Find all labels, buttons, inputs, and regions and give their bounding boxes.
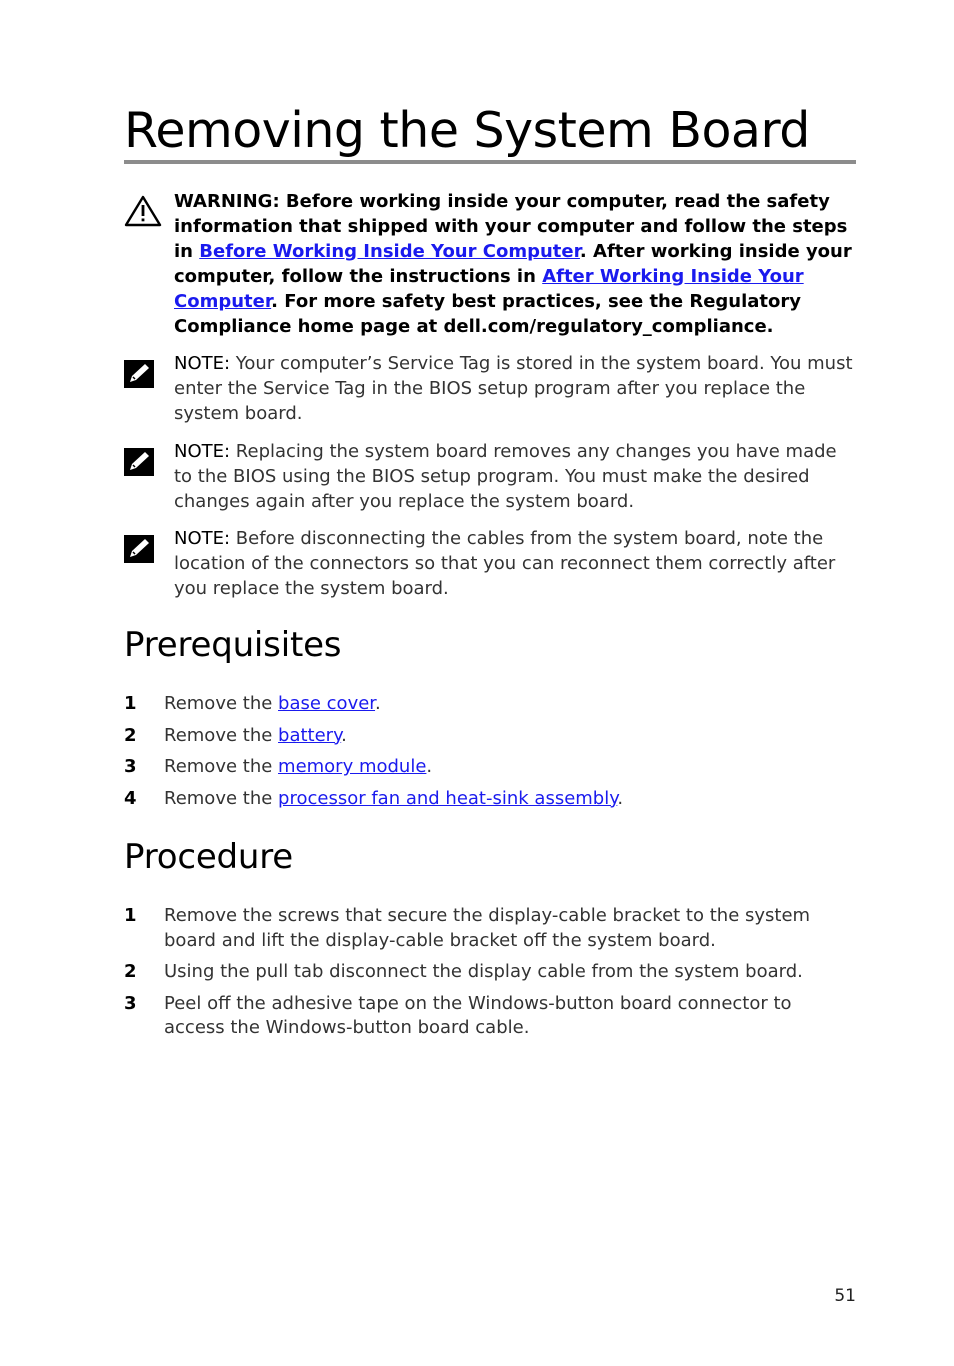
- note-label: NOTE:: [174, 353, 231, 374]
- list-item: [124, 692, 856, 717]
- step-number: 3: [124, 992, 137, 1014]
- step-text: Peel off the adhesive tape on the Windows-button board connector to access the Windows-button board cable.: [164, 992, 792, 1039]
- pencil-note-icon: [124, 360, 154, 392]
- page-title: Removing the System Board: [124, 102, 810, 159]
- list-item: [124, 787, 856, 812]
- step-text: Using the pull tab disconnect the display cable from the system board.: [164, 961, 803, 983]
- step-number: 1: [124, 905, 137, 926]
- list-item: [124, 992, 856, 1041]
- pencil-note-icon: [124, 535, 154, 567]
- procedure-list: [124, 904, 856, 1041]
- step-number: 1: [124, 693, 137, 714]
- note-label: NOTE:: [174, 441, 231, 462]
- list-item: [124, 960, 856, 985]
- procedure-heading: Procedure: [124, 837, 294, 877]
- step-text: Remove the: [164, 756, 279, 778]
- warning-text-part: . For more safety best practices, see the Regulatory Compliance home page at dell.com/regulatory_compliance.: [174, 290, 801, 337]
- prerequisites-heading: Prerequisites: [124, 625, 342, 665]
- warning-triangle-icon: [124, 194, 162, 232]
- list-item: [124, 904, 856, 953]
- battery-link[interactable]: battery: [278, 724, 342, 746]
- step-text: Remove the: [164, 693, 279, 714]
- pencil-note-icon: [124, 448, 154, 480]
- step-text: .: [426, 756, 433, 778]
- warning-text-part: . After working inside your computer, follow the instructions in: [174, 240, 852, 287]
- page-number: 51: [834, 1286, 856, 1306]
- after-working-inside-link[interactable]: After Working Inside Your Computer: [174, 265, 804, 312]
- prerequisites-list: [124, 692, 856, 811]
- warning-text: [174, 190, 858, 339]
- step-number: 2: [124, 961, 137, 983]
- step-number: 2: [124, 724, 137, 746]
- processor-fan-heat-sink-link[interactable]: processor fan and heat-sink assembly: [278, 787, 618, 809]
- step-text: Remove the screws that secure the display-cable bracket to the system board and lift the display-cable bracket off the system board.: [164, 905, 811, 951]
- step-number: 3: [124, 756, 137, 778]
- note-body: Your computer’s Service Tag is stored in the system board. You must enter the Service Tag in the BIOS setup program after you replace the system board.: [174, 353, 853, 424]
- step-number: 4: [124, 787, 137, 809]
- note-body: Replacing the system board removes any changes you have made to the BIOS using the BIOS setup program. You must make the desired changes again after you replace the system board.: [174, 441, 837, 512]
- step-text: Remove the: [164, 787, 279, 809]
- step-text: .: [617, 787, 624, 809]
- step-text: .: [375, 693, 381, 714]
- warning-text-part: WARNING: Before working inside your computer, read the safety information that shipped with your computer and follow the steps in: [174, 191, 848, 262]
- list-item: [124, 724, 856, 749]
- base-cover-link[interactable]: base cover: [278, 693, 376, 714]
- before-working-inside-link[interactable]: Before Working Inside Your Computer: [199, 240, 580, 262]
- note-body: Before disconnecting the cables from the system board, note the location of the connectors so that you can reconnect them correctly after you replace the system board.: [174, 528, 836, 599]
- step-text: Remove the: [164, 724, 279, 746]
- step-text: .: [341, 724, 347, 746]
- note-text: [174, 527, 858, 602]
- title-divider: [124, 160, 856, 164]
- memory-module-link[interactable]: memory module: [278, 756, 427, 778]
- note-text: [174, 352, 858, 427]
- note-label: NOTE:: [174, 528, 231, 549]
- list-item: [124, 755, 856, 780]
- note-text: [174, 440, 858, 515]
